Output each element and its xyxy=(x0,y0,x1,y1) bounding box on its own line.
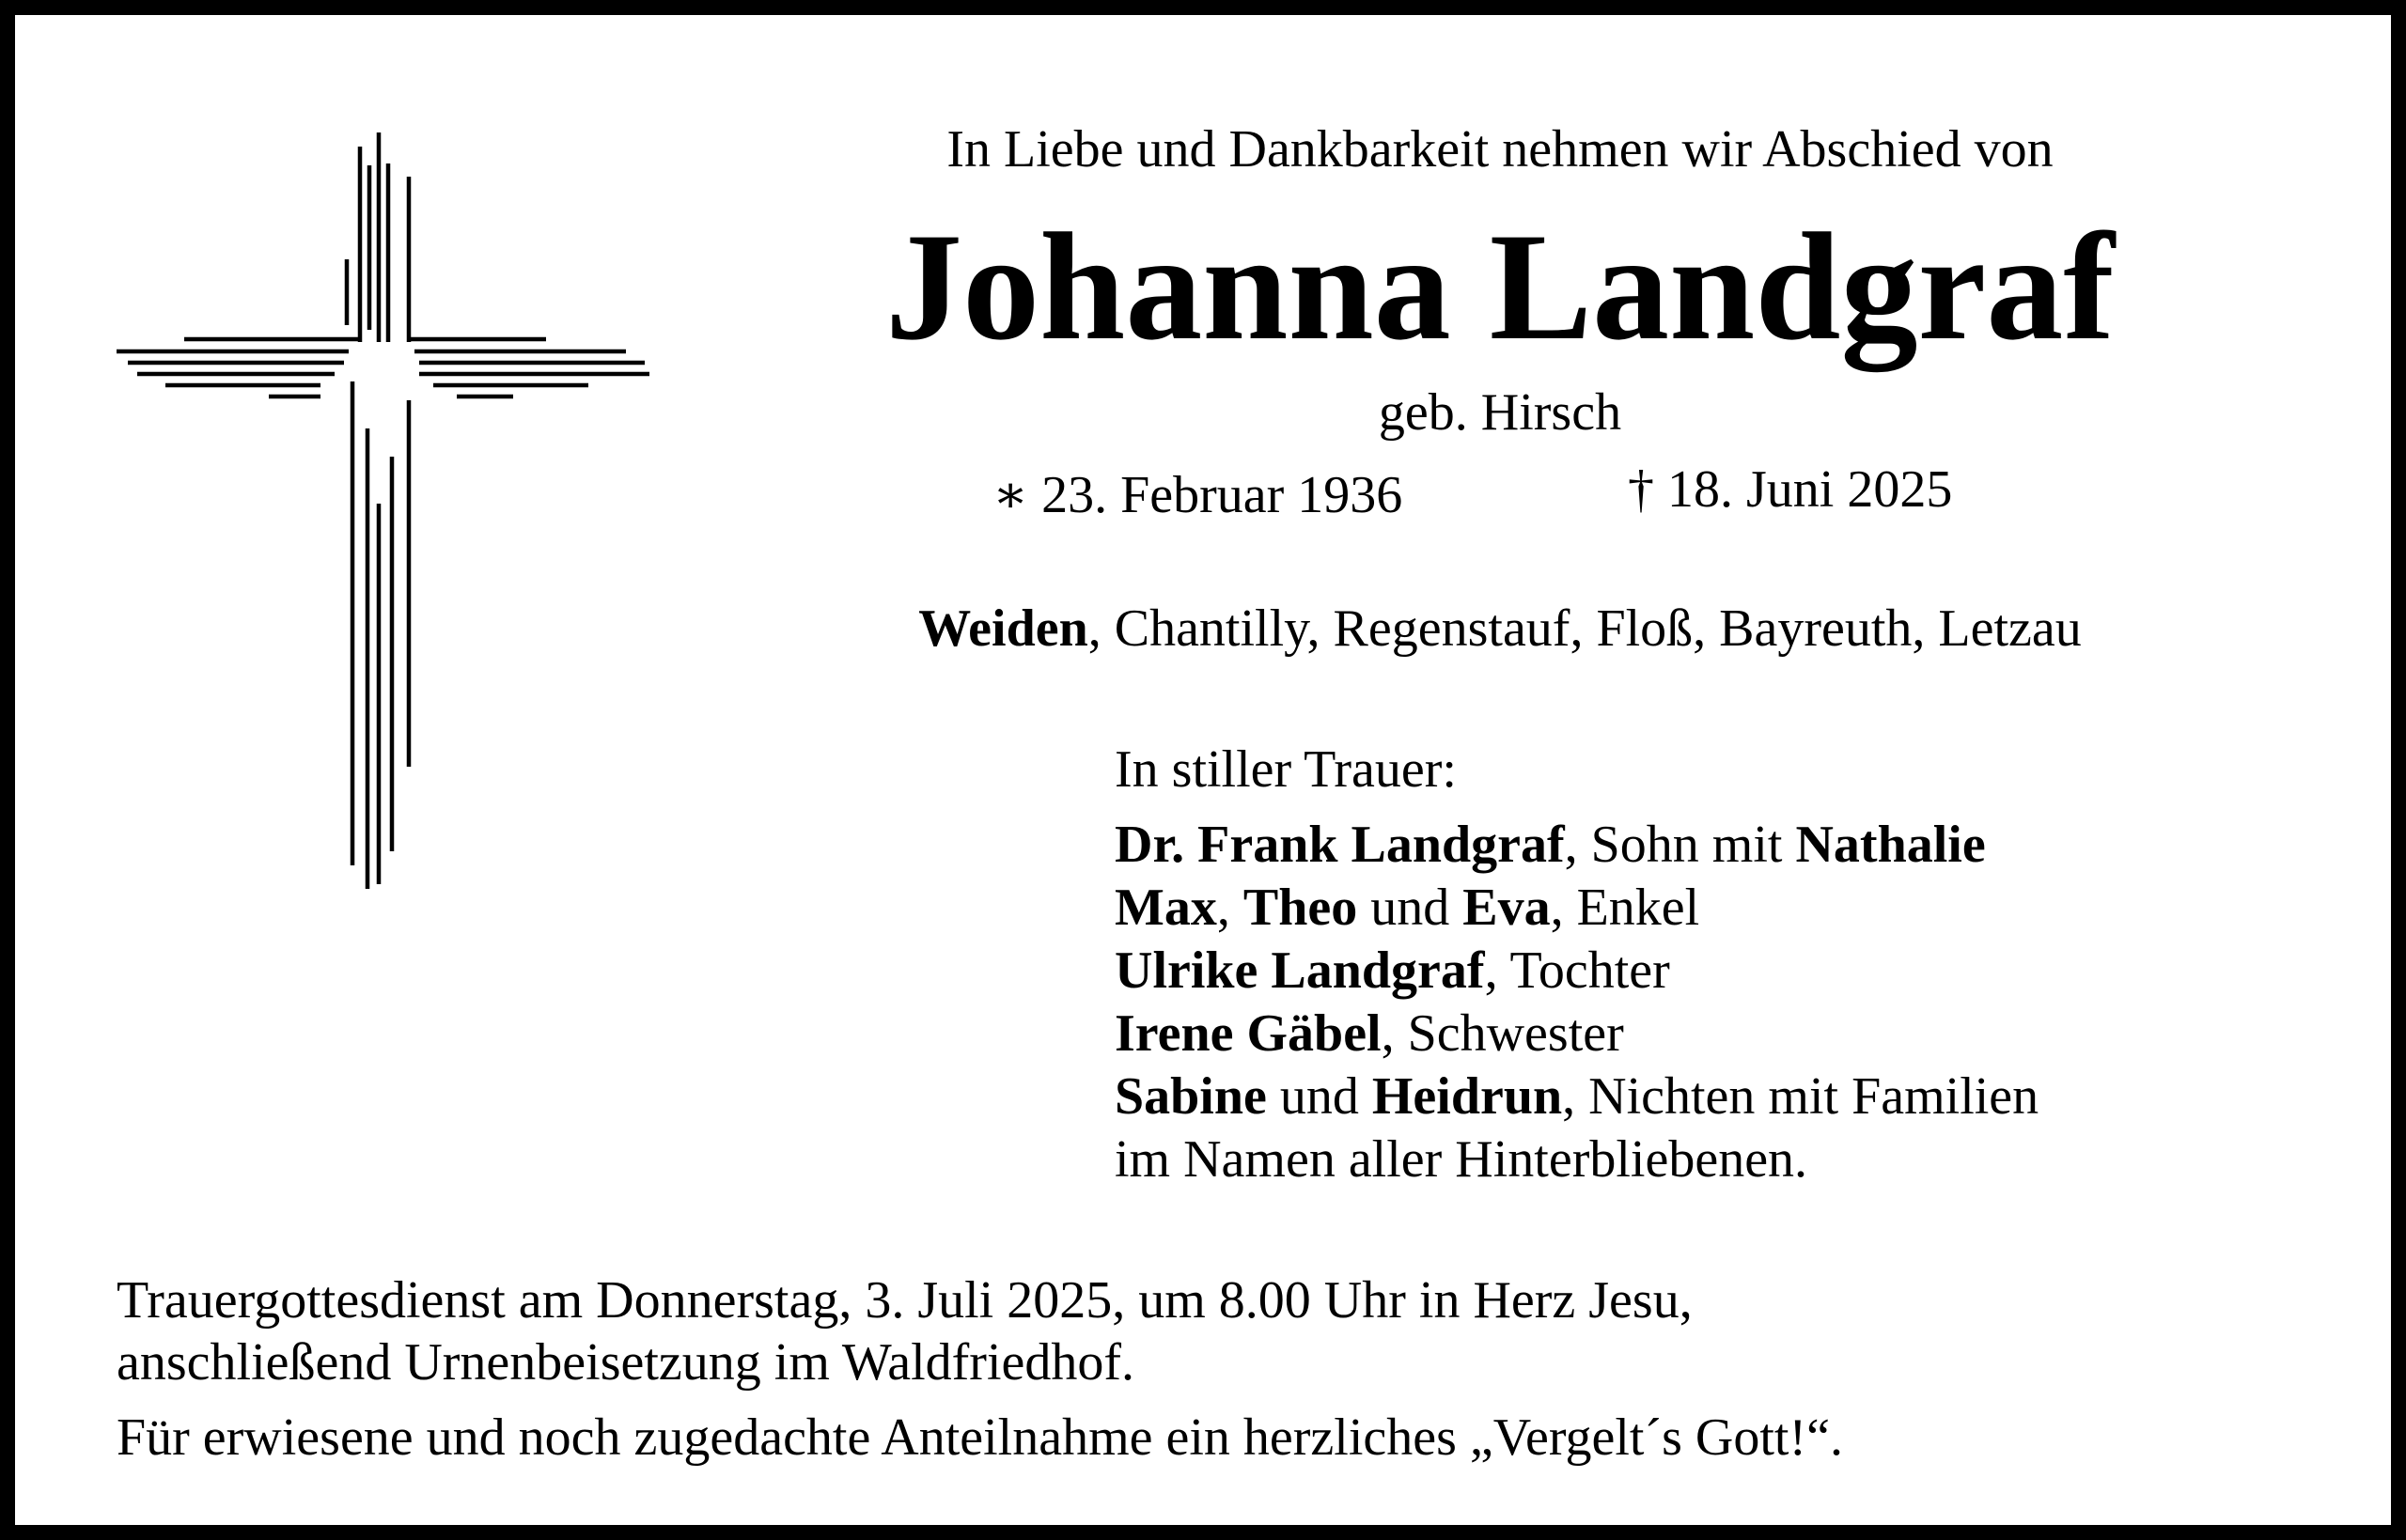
mourner-name: Theo xyxy=(1242,879,1358,937)
mourner-name: Sabine xyxy=(1115,1067,1267,1126)
mourner-name: Eva xyxy=(1462,879,1551,937)
separator: und xyxy=(1266,1067,1372,1126)
death-date xyxy=(1628,459,1952,521)
mourner-name: Ulrike Landgraf xyxy=(1115,941,1485,1000)
mourner-line xyxy=(1115,814,2039,877)
mourner-relation: , Schwester xyxy=(1381,1004,1624,1063)
mourner-name: Nathalie xyxy=(1795,816,1986,874)
birth-date xyxy=(992,464,1402,526)
thanks-line: Für erwiesene und noch zugedachte Anteilnahme ein herzliches „Vergelt´s Gott!“. xyxy=(117,1408,1843,1467)
mourner-line xyxy=(1115,940,2039,1003)
mourner-relation: , Enkel xyxy=(1550,879,1700,937)
mourner-line xyxy=(1115,877,2039,940)
places-line xyxy=(786,598,2214,660)
deceased-name: Johanna Landgraf xyxy=(885,202,2115,372)
mourner-name: Irene Gäbel xyxy=(1115,1004,1382,1063)
separator: und xyxy=(1357,879,1463,937)
separator: , xyxy=(1216,879,1243,937)
mourner-name: Max xyxy=(1115,879,1217,937)
birth-star-icon: ∗ xyxy=(992,466,1029,524)
mourners-closing: im Namen aller Hinterbliebenen. xyxy=(1115,1130,1808,1189)
mourner-relation: , Sohn mit xyxy=(1564,816,1796,874)
death-date-text: 18. Juni 2025 xyxy=(1667,460,1953,519)
mourners-heading: In stiller Trauer: xyxy=(1115,740,1457,799)
service-line-2: anschließend Urnenbeisetzung im Waldfriedhof. xyxy=(117,1333,1135,1392)
places-others: , Chantilly, Regenstauf, Floß, Bayreuth, Letzau xyxy=(1087,599,2082,658)
birth-date-text: 23. Februar 1936 xyxy=(1041,466,1403,524)
death-dagger-icon: † xyxy=(1628,460,1654,519)
mourner-name: Heidrun xyxy=(1371,1067,1563,1126)
mourner-line xyxy=(1115,1066,2039,1128)
intro-text: In Liebe und Dankbarkeit nehmen wir Abschied von xyxy=(946,120,2054,179)
mourner-line xyxy=(1115,1003,2039,1066)
place-primary: Weiden xyxy=(918,599,1088,658)
maiden-name: geb. Hirsch xyxy=(1378,383,1622,442)
service-line-1: Trauergottesdienst am Donnerstag, 3. Juli 2025, um 8.00 Uhr in Herz Jesu, xyxy=(117,1271,1693,1330)
mourner-relation: , Nichten mit Familien xyxy=(1562,1067,2039,1126)
mourner-name: Dr. Frank Landgraf xyxy=(1115,816,1565,874)
cross-icon xyxy=(109,128,664,898)
mourner-relation: , Tochter xyxy=(1484,941,1670,1000)
footer-block xyxy=(117,1269,1843,1469)
mourners-block xyxy=(1115,739,2039,1191)
